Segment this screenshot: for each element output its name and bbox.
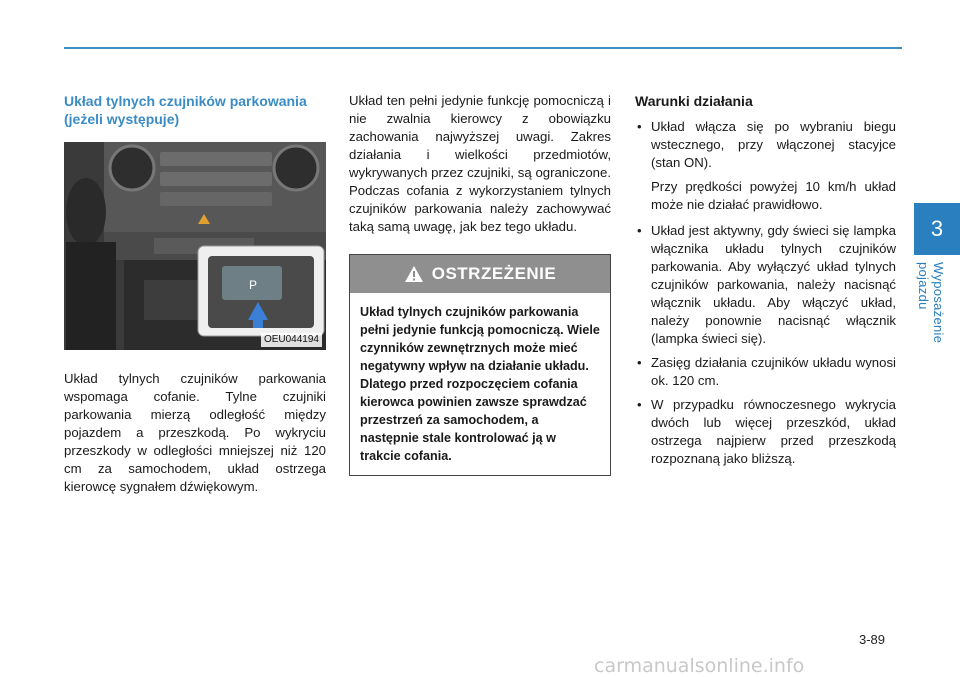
list-item: [635, 396, 896, 468]
bullet-subparagraph: Przy prędkości powyżej 10 km/h układ może nie działać prawidłowo.: [651, 179, 896, 212]
intro-paragraph: Układ tylnych czujników parkowania wspomaga cofanie. Tylne czujniki parkowania mierzą odległość między pojazdem a przeszkodą. Po wykryciu przeszkody w odległości mniejszej niż 120 cm za samochodem, układ ostrzega kierowcę sygnałem dźwiękowym.: [64, 371, 326, 494]
warning-title: OSTRZEŻENIE: [431, 264, 557, 283]
conditions-list: [635, 118, 896, 172]
bullet-icon: •: [637, 355, 642, 370]
column-3: [635, 92, 896, 474]
conditions-title: Warunki działania: [635, 93, 753, 109]
conditions-list-continued: [635, 222, 896, 468]
warning-text: Układ tylnych czujników parkowania pełni jedynie funkcją pomocniczą. Wiele czynników zewnętrznych może mieć negatywny wpływ na działanie układu. Dlatego przed rozpoczęciem cofania kierowca powinien zawsze sprawdzać przestrzeń za samochodem, a następnie stale kontrolować ją w trakcie cofania.: [360, 305, 600, 463]
figure-code: OEU044194: [261, 333, 322, 347]
bullet-icon: •: [637, 119, 642, 134]
list-item: [635, 354, 896, 390]
bullet-text: Zasięg działania czujników układu wynosi ok. 120 cm.: [651, 355, 896, 388]
bullet-text: W przypadku równoczesnego wykrycia dwóch lub więcej przeszkód, układ ostrzega najpierw przed przeszkodą rozpoznaną jako bliższą.: [651, 397, 896, 466]
list-item: [635, 222, 896, 348]
dashboard-figure: [64, 142, 326, 350]
column-1: [64, 92, 326, 496]
svg-text:P: P: [249, 278, 258, 292]
warning-icon: [404, 265, 424, 283]
bullet-text: Układ włącza się po wybraniu biegu wstecznego, przy włączonej stacyjce (stan ON).: [651, 119, 896, 170]
warning-box: [349, 254, 611, 476]
page-number: 3-89: [859, 632, 886, 647]
warning-header: [350, 255, 610, 293]
bullet-text: Układ jest aktywny, gdy świeci się lampka włącznika układu tylnych czujników parkowania. Aby wyłączyć układ tylnych czujników parkowania, należy nacisnąć włącznik układu. Aby włączyć układ, należy ponownie nacisnąć włącznik (lampka świeci się).: [651, 223, 896, 346]
watermark: carmanualsonline.info: [594, 655, 805, 677]
chapter-number: 3: [930, 216, 944, 241]
bullet-icon: •: [637, 223, 642, 238]
dashboard-illustration: [64, 142, 326, 350]
info-paragraph: Układ ten pełni jedynie funkcję pomocniczą i nie zwalnia kierowcy z obowiązku zachowania najwyższej uwagi. Zakres działania i wielkości przedmiotów, wykrywanych przez czujniki, są ograniczone. Podczas cofania z wykorzystaniem tylnych czujników parkowania należy zachowywać taką samą uwagę, jak bez tego układu.: [349, 93, 611, 234]
top-rule: [64, 47, 902, 49]
list-item: [635, 118, 896, 172]
chapter-label: Wyposażenie pojazdu: [916, 262, 946, 344]
bullet-icon: •: [637, 397, 642, 412]
chapter-tab[interactable]: [914, 203, 960, 255]
section-title: Układ tylnych czujników parkowania (jeżeli występuje): [64, 93, 307, 127]
column-2: [349, 92, 611, 476]
